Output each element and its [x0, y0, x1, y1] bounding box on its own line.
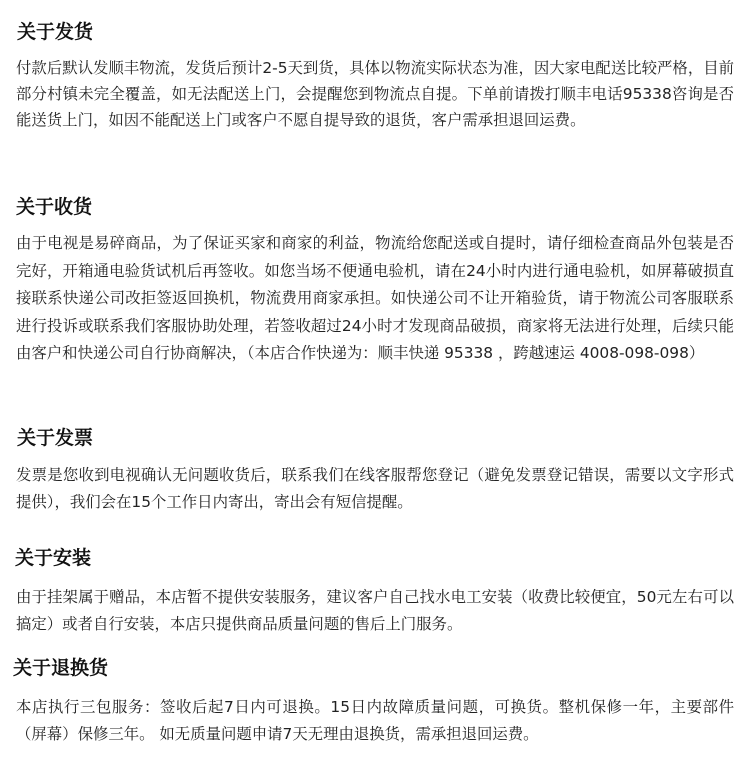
section-body-returns: 本店执行三包服务：签收后起7日内可退换。15日内故障质量问题，可换货。整机保修一年，主要部件（屏幕）保修三年。 如无质量问题申请7天无理由退换货，需承担退回运费。 [16, 698, 734, 743]
section-body-receiving: 由于电视是易碎商品，为了保证买家和商家的利益，物流给您配送或自提时，请仔细检查商品外包装是否完好，开箱通电验货试机后再签收。如您当场不便通电验机，请在24小时内进行通电验机，如屏幕破损直接联系快递公司改拒签返回换机，物流费用商家承担。如快递公司不让开箱验货，请于物流公司客服联系进行投诉或联系我们客服协助处理，若签收超过24小时才发现商品破损，商家将无法进行处理，后续只能由客户和快递公司自行协商解决，（本店合作快递为：顺丰快递 95338 ，跨越速运 4008-098-098） [16, 234, 734, 362]
section-body-shipping: 付款后默认发顺丰物流，发货后预计2-5天到货，具体以物流实际状态为准，因大家电配送比较严格，目前部分村镇未完全覆盖，如无法配送上门，会提醒您到物流点自提。下单前请拨打顺丰电话95338咨询是否能送货上门，如因不能配送上门或客户不愿自提导致的退货，客户需承担退回运费。 [16, 59, 734, 129]
section-body-installation: 由于挂架属于赠品，本店暂不提供安装服务，建议客户自己找水电工安装（收费比较便宜，50元左右可以搞定）或者自行安装，本店只提供商品质量问题的售后上门服务。 [16, 588, 734, 633]
section-body-invoice: 发票是您收到电视确认无问题收货后，联系我们在线客服帮您登记（避免发票登记错误，需要以文字形式提供），我们会在15个工作日内寄出，寄出会有短信提醒。 [16, 466, 734, 511]
section-title-installation: 关于安装 [15, 547, 92, 569]
section-title-returns: 关于退换货 [13, 657, 109, 679]
section-title-receiving: 关于收货 [16, 196, 93, 218]
section-title-invoice: 关于发票 [17, 427, 94, 449]
section-title-shipping: 关于发货 [17, 21, 94, 43]
